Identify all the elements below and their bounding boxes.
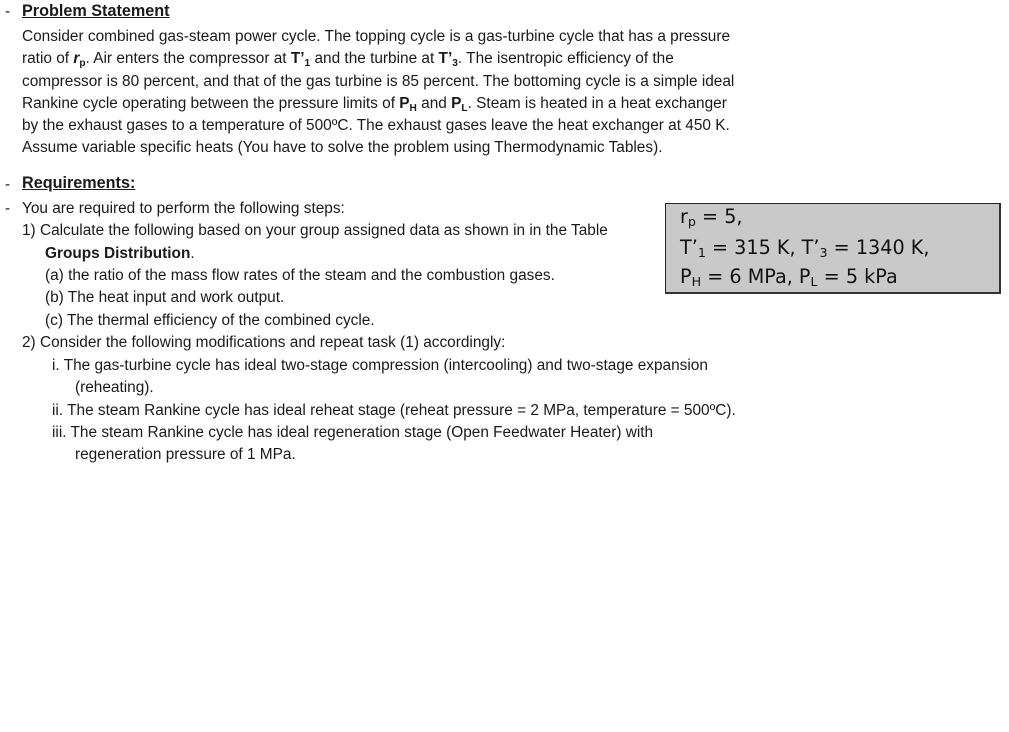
bullet-dash: - bbox=[5, 176, 11, 193]
bullet-dash: - bbox=[5, 200, 11, 217]
problem-line: Assume variable specific heats (You have to solve the problem using Thermodynamic Tables). bbox=[22, 139, 663, 157]
problem-heading: Problem Statement bbox=[22, 2, 170, 20]
problem-paragraph bbox=[22, 26, 796, 160]
task2-item-i-cont: (reheating). bbox=[75, 379, 154, 396]
pressure-ratio-value: $r_p = 5$, bbox=[680, 205, 743, 229]
group-data-box bbox=[665, 203, 1001, 294]
problem-line: by the exhaust gases to a temperature of 500ºC. The exhaust gases leave the heat exchanger at 450 K. bbox=[22, 117, 730, 135]
problem-line: Rankine cycle operating between the pressure limits of $P_H$ and $P_L$. Steam is heated in a heat exchanger bbox=[22, 94, 727, 114]
requirements-heading: Requirements: bbox=[22, 174, 136, 192]
pressure-limits-values: $P_H = 6$ MPa, $P_L = 5$ kPa bbox=[680, 265, 898, 289]
bullet-dash: - bbox=[5, 3, 11, 20]
problem-line: Consider combined gas-steam power cycle. The topping cycle is a gas-turbine cycle that has a pressure bbox=[22, 28, 731, 45]
task1-item-c: (c) The thermal efficiency of the combined cycle. bbox=[45, 312, 375, 329]
task2-item-i: i. The gas-turbine cycle has ideal two-stage compression (intercooling) and two-stage expansion bbox=[52, 357, 708, 374]
task2-text: 2) Consider the following modifications and repeat task (1) accordingly: bbox=[22, 334, 506, 351]
task1-reference: Groups Distribution. bbox=[45, 245, 195, 262]
requirements-intro: You are required to perform the following steps: bbox=[22, 200, 345, 217]
task2-item-iii: iii. The steam Rankine cycle has ideal regeneration stage (Open Feedwater Heater) with bbox=[52, 424, 654, 441]
problem-line: compressor is 80 percent, and that of the gas turbine is 85 percent. The bottoming cycle is a simple ideal bbox=[22, 72, 735, 90]
task1-text: 1) Calculate the following based on your group assigned data as shown in in the Table bbox=[22, 222, 608, 239]
task1-item-a: (a) the ratio of the mass flow rates of the steam and the combustion gases. bbox=[45, 267, 555, 284]
problem-line: ratio of $r_p$. Air enters the compressor at $T’_1$ and the turbine at $T’_3$. The isentropic efficiency of the bbox=[22, 50, 674, 70]
task1-item-b: (b) The heat input and work output. bbox=[45, 289, 285, 306]
task2-item-ii: ii. The steam Rankine cycle has ideal reheat stage (reheat pressure = 2 MPa, temperature = 500ºC). bbox=[52, 402, 736, 419]
temperature-values: $T’_1 = 315$ K, $T’_3 = 1340$ K, bbox=[680, 236, 930, 260]
task2-item-iii-cont: regeneration pressure of 1 MPa. bbox=[75, 446, 296, 463]
